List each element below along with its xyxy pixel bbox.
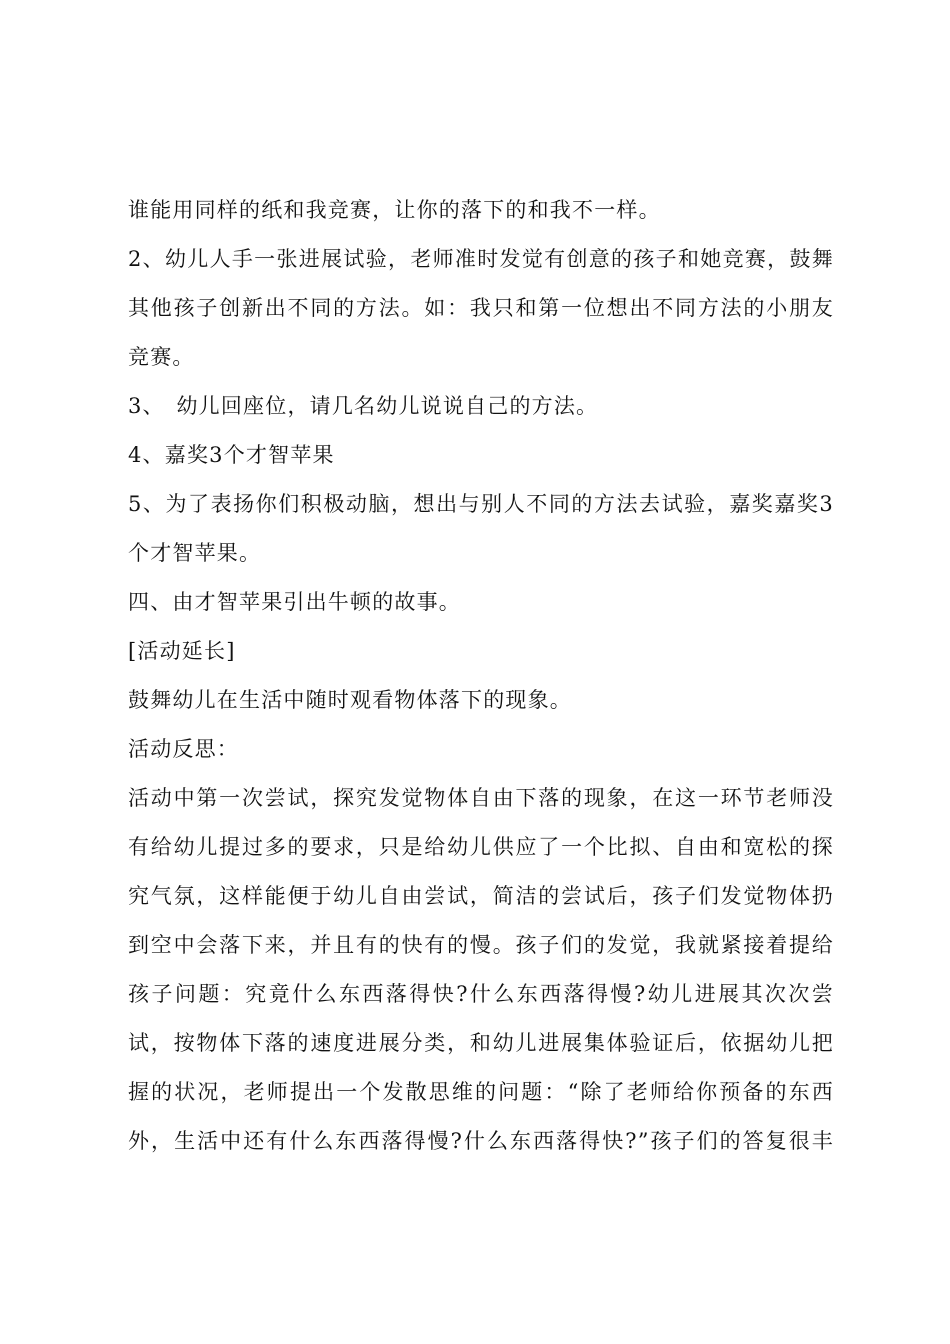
text-line: 2、幼儿人手一张进展试验，老师准时发觉有创意的孩子和她竞赛，鼓舞 (128, 247, 834, 271)
text-line: 竞赛。 (128, 345, 195, 369)
text-line: 4、嘉奖3个才智苹果 (128, 443, 335, 467)
text-line: 其他孩子创新出不同的方法。如：我只和第一位想出不同方法的小朋友 (128, 296, 834, 320)
text-line: 活动中第一次尝试，探究发觉物体自由下落的现象，在这一环节老师没 (128, 786, 834, 810)
section-heading: 四、由才智苹果引出牛顿的故事。 (128, 590, 461, 614)
text-line: 握的状况，老师提出一个发散思维的问题：“除了老师给你预备的东西 (128, 1080, 834, 1104)
section-heading: [活动延长] (128, 639, 236, 663)
document-body (128, 186, 834, 1166)
section-heading: 活动反思： (128, 737, 239, 761)
text-line: 外，生活中还有什么东西落得慢?什么东西落得快?”孩子们的答复很丰 (128, 1129, 834, 1153)
text-line: 有给幼儿提过多的要求，只是给幼儿供应了一个比拟、自由和宽松的探 (128, 835, 834, 859)
text-line: 到空中会落下来，并且有的快有的慢。孩子们的发觉，我就紧接着提给 (128, 933, 834, 957)
text-line: 试，按物体下落的速度进展分类，和幼儿进展集体验证后，依据幼儿把 (128, 1031, 834, 1055)
text-line: 孩子问题：究竟什么东西落得快?什么东西落得慢?幼儿进展其次次尝 (128, 982, 834, 1006)
text-line: 个才智苹果。 (128, 541, 262, 565)
text-line: 鼓舞幼儿在生活中随时观看物体落下的现象。 (128, 688, 572, 712)
text-line: 谁能用同样的纸和我竞赛，让你的落下的和我不一样。 (128, 198, 661, 222)
text-line: 究气氛，这样能便于幼儿自由尝试，简洁的尝试后，孩子们发觉物体扔 (128, 884, 834, 908)
text-line: 5、为了表扬你们积极动脑，想出与别人不同的方法去试验，嘉奖嘉奖3 (128, 492, 834, 516)
text-line: 3、 幼儿回座位，请几名幼儿说说自己的方法。 (128, 394, 599, 418)
